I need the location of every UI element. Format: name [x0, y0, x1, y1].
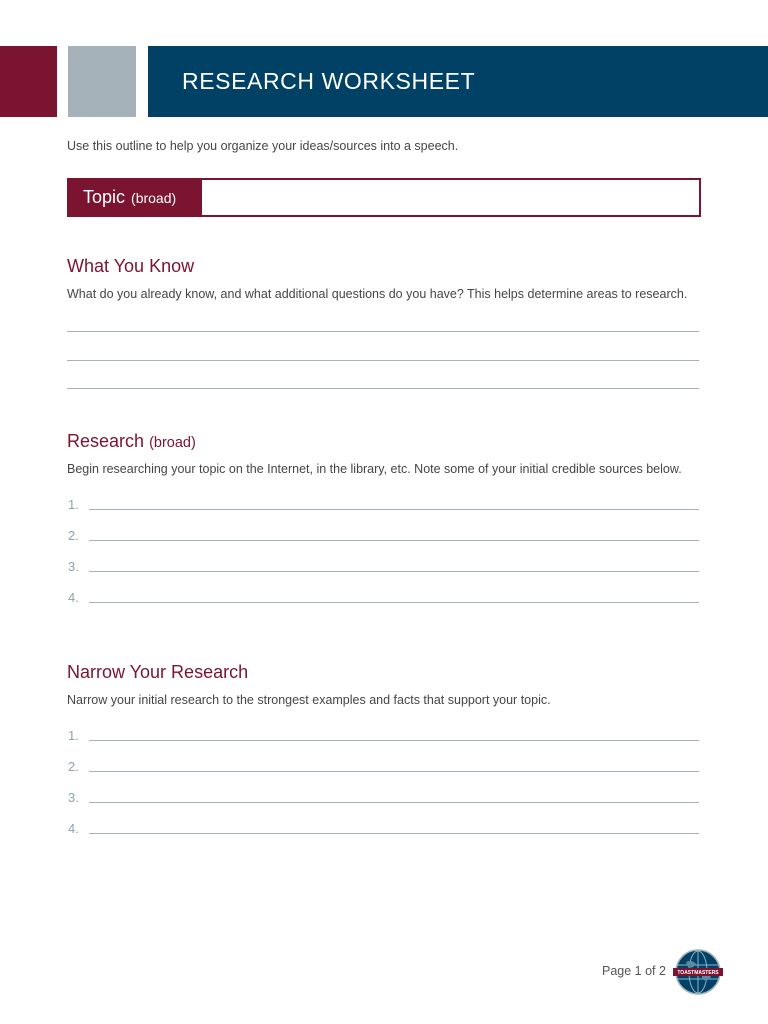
- what-you-know-heading: What You Know: [67, 256, 195, 276]
- narrow-item-1-input[interactable]: [89, 723, 699, 741]
- toastmasters-globe-logo-icon: [672, 948, 724, 996]
- research-source-2-input[interactable]: [89, 523, 699, 541]
- narrow-item-number: 2.: [68, 759, 79, 774]
- research-description: Begin researching your topic on the Internet, in the library, etc. Note some of your initial credible sources below.: [67, 462, 682, 476]
- narrow-item-4-input[interactable]: [89, 816, 699, 834]
- what-you-know-description: What do you already know, and what additional questions do you have? This helps determine areas to research.: [67, 287, 688, 301]
- research-source-4-input[interactable]: [89, 585, 699, 603]
- topic-label-text: Topic: [83, 187, 126, 207]
- narrow-research-heading: Narrow Your Research: [67, 662, 249, 682]
- narrow-item-number: 4.: [68, 821, 79, 836]
- narrow-item-number: 1.: [68, 728, 79, 743]
- header-gray-block: [68, 46, 136, 117]
- narrow-item-2-input[interactable]: [89, 754, 699, 772]
- intro-text: Use this outline to help you organize your ideas/sources into a speech.: [67, 139, 459, 153]
- page-number: Page 1 of 2: [602, 964, 666, 978]
- research-heading-qualifier: (broad): [149, 435, 196, 451]
- research-source-3-input[interactable]: [89, 554, 699, 572]
- research-heading: [67, 430, 196, 454]
- topic-label: [67, 178, 202, 217]
- research-item-number: 3.: [68, 559, 79, 574]
- what-you-know-line-1[interactable]: [67, 314, 699, 332]
- research-heading-text: Research: [67, 431, 145, 451]
- narrow-item-number: 3.: [68, 790, 79, 805]
- page-title: RESEARCH WORKSHEET: [182, 68, 476, 94]
- research-item-number: 1.: [68, 497, 79, 512]
- research-item-number: 2.: [68, 528, 79, 543]
- svg-text:TOASTMASTERS: TOASTMASTERS: [677, 970, 719, 977]
- header-red-block: [0, 46, 57, 117]
- topic-label-qualifier: (broad): [131, 189, 177, 206]
- what-you-know-line-2[interactable]: [67, 343, 699, 361]
- what-you-know-line-3[interactable]: [67, 371, 699, 389]
- research-item-number: 4.: [68, 590, 79, 605]
- research-source-1-input[interactable]: [89, 492, 699, 510]
- narrow-item-3-input[interactable]: [89, 785, 699, 803]
- topic-input[interactable]: [204, 181, 698, 215]
- narrow-research-description: Narrow your initial research to the strongest examples and facts that support your topic.: [67, 693, 551, 707]
